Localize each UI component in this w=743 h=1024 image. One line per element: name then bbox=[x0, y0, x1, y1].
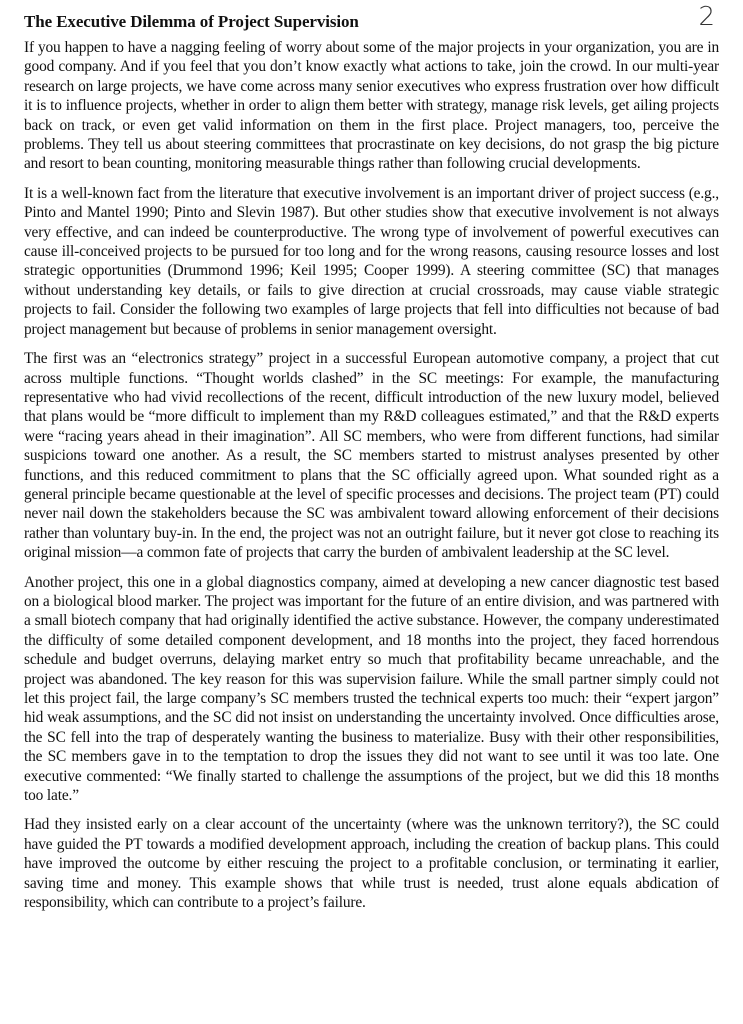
document-title: The Executive Dilemma of Project Supervision bbox=[24, 12, 359, 31]
paragraph-example-automotive: The first was an “electronics strategy” project in a successful European automotive company, a project that cut across multiple functions. “Thought worlds clashed” in the SC meetings: For example, the manufacturing representative who had vivid recollections of the recent, difficult introduction of the new luxury model, believed that plans would be “more difficult to implement than my R&D colleagues estimated,” and that the R&D experts were “racing years ahead in their imagination”. All SC members, who were from different functions, had similar suspicions toward one another. As a result, the SC members started to mistrust analyses presented by other functions, and this reduced commitment to plans that the SC officially agreed upon. What sounded right as a general principle became questionable at the level of specific processes and decisions. The project team (PT) could never nail down the stakeholders because the SC was ambivalent toward allowing enforcement of their decisions rather than voluntary buy-in. In the end, the project was not an outright failure, but it never got close to reaching its original mission—a common fate of projects that carry the burden of ambivalent leadership at the SC level. bbox=[24, 350, 719, 562]
document-page bbox=[24, 12, 719, 922]
paragraph-literature: It is a well-known fact from the literature that executive involvement is an important driver of project success (e.g., Pinto and Mantel 1990; Pinto and Slevin 1987). But other studies show that executive involvement is not always very effective, and can indeed be counterproductive. The wrong type of involvement of powerful executives can cause ill-conceived projects to be pursued for too long and for the wrong reasons, causing resource losses and lost strategic opportunities (Drummond 1996; Keil 1995; Cooper 1999). A steering committee (SC) that manages without understanding key details, or fails to give direction at crucial crossroads, may cause viable strategic projects to fail. Consider the following two examples of large projects that fell into difficulties not because of bad project management but because of problems in senior management oversight. bbox=[24, 184, 719, 338]
paragraph-conclusion: Had they insisted early on a clear account of the uncertainty (where was the unknown territory?), the SC could have guided the PT towards a modified development approach, including the creation of backup plans. This could have improved the outcome by either rescuing the project to a profitable conclusion, or terminating it earlier, saving time and money. This example shows that while trust is needed, trust alone equals abdication of responsibility, which can contribute to a project’s failure. bbox=[24, 816, 719, 912]
paragraph-intro: If you happen to have a nagging feeling of worry about some of the major projects in your organization, you are in good company. And if you feel that you don’t know exactly what actions to take, join the crowd. In our multi-year research on large projects, we have come across many senior executives who express frustration over how difficult it is to influence projects, whether in order to align them better with strategy, manage risk levels, get ailing projects back on track, or even get valid information on them in the first place. Project managers, too, perceive the problems. They tell us about steering committees that procrastinate on key decisions, do not grasp the big picture and resort to bean counting, monitoring measurable things rather than following crucial developments. bbox=[24, 39, 719, 173]
paragraph-example-diagnostics: Another project, this one in a global diagnostics company, aimed at developing a new cancer diagnostic test based on a biological blood marker. The project was important for the future of an entire division, and was partnered with a small biotech company that had originally identified the active substance. However, the company underestimated the difficulty of some detailed component development, and 18 months into the project, they faced horrendous schedule and budget overruns, delaying market entry so much that profitability became unreachable, and the project was abandoned. The key reason for this was supervision failure. While the small partner simply could not let this project fail, the large company’s SC members trusted the technical experts too much: their “expert jargon” hid weak assumptions, and the SC did not insist on understanding the uncertainty involved. Once difficulties arose, the SC fell into the trap of desperately wanting the business to materialize. Busy with their other responsibilities, the SC members gave in to the temptation to drop the issues they did not want to see until it was too late. One executive commented: “We finally started to challenge the assumptions of the project, but we did this 18 months too late.” bbox=[24, 573, 719, 805]
handwritten-page-number: 2 bbox=[698, 2, 715, 32]
